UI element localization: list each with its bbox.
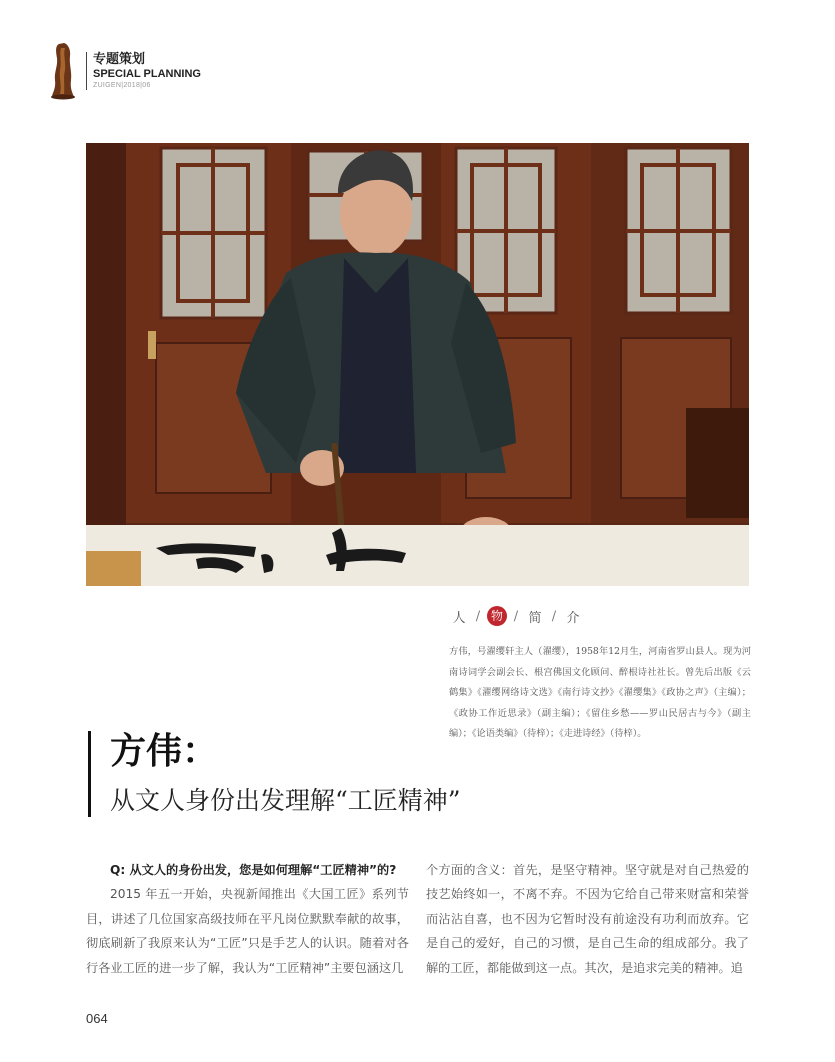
root-sculpture-logo <box>50 42 76 100</box>
article-subtitle: 从文人身份出发理解“工匠精神” <box>110 786 461 815</box>
section-header <box>86 52 201 90</box>
article-paragraph: 2015 年五一开始，央视新闻推出《大国工匠》系列节目，讲述了几位国家高级技师在平凡岗位默默奉献的故事，彻底刷新了我原来认为“工匠”只是手艺人的认识。随着对各行各业工匠的进一步了解，我认为“工匠精神”主要包涵这几 <box>86 887 409 975</box>
bio-text: 方伟，号濯缨轩主人（濯缨），1958年12月生，河南省罗山县人。现为河南诗词学会副会长、根宫佛国文化顾问、醉根诗社社长。曾先后出版《云鹤集》《濯缨网络诗文选》《南行诗文抄》《濯缨集》《政协之声》（主编）；《政协工作近思录》（副主编）；《留住乡愁——罗山民居古与今》（副主编）；《论语类编》（待梓）；《走进诗经》（待梓）。 <box>449 646 751 739</box>
separator: / <box>475 608 481 624</box>
section-title-en: SPECIAL PLANNING <box>93 68 201 80</box>
title-bar <box>88 731 91 817</box>
bio-heading <box>449 606 583 626</box>
section-title-cn: 专题策划 <box>93 52 146 67</box>
page-number: 064 <box>86 1011 108 1026</box>
bio-heading-char: 简 <box>528 610 542 626</box>
bio-heading-char: 介 <box>566 610 580 626</box>
bio-heading-highlight: 物 <box>487 606 507 626</box>
issue-code: ZUIGEN|2018|06 <box>93 82 151 89</box>
bio-heading-char: 人 <box>452 610 466 626</box>
separator: / <box>551 608 557 624</box>
calligrapher-photo <box>86 143 749 586</box>
interview-question: Q: 从文人的身份出发，您是如何理解“工匠精神”的? <box>110 863 397 877</box>
article-column-left <box>86 858 409 980</box>
article-paragraph: 个方面的含义：首先，是坚守精神。坚守就是对自己热爱的技艺始终如一，不离不弃。不因为它给自己带来财富和荣誉而沾沾自喜，也不因为它暂时没有前途没有功利而放弃。它是自己的爱好，自己的习惯，是自己生命的组成部分。我了解的工匠，都能做到这一点。其次，是追求完美的精神。追 <box>426 863 749 975</box>
separator: / <box>513 608 519 624</box>
article-title: 方伟： <box>110 730 219 772</box>
article-column-right <box>426 858 749 980</box>
